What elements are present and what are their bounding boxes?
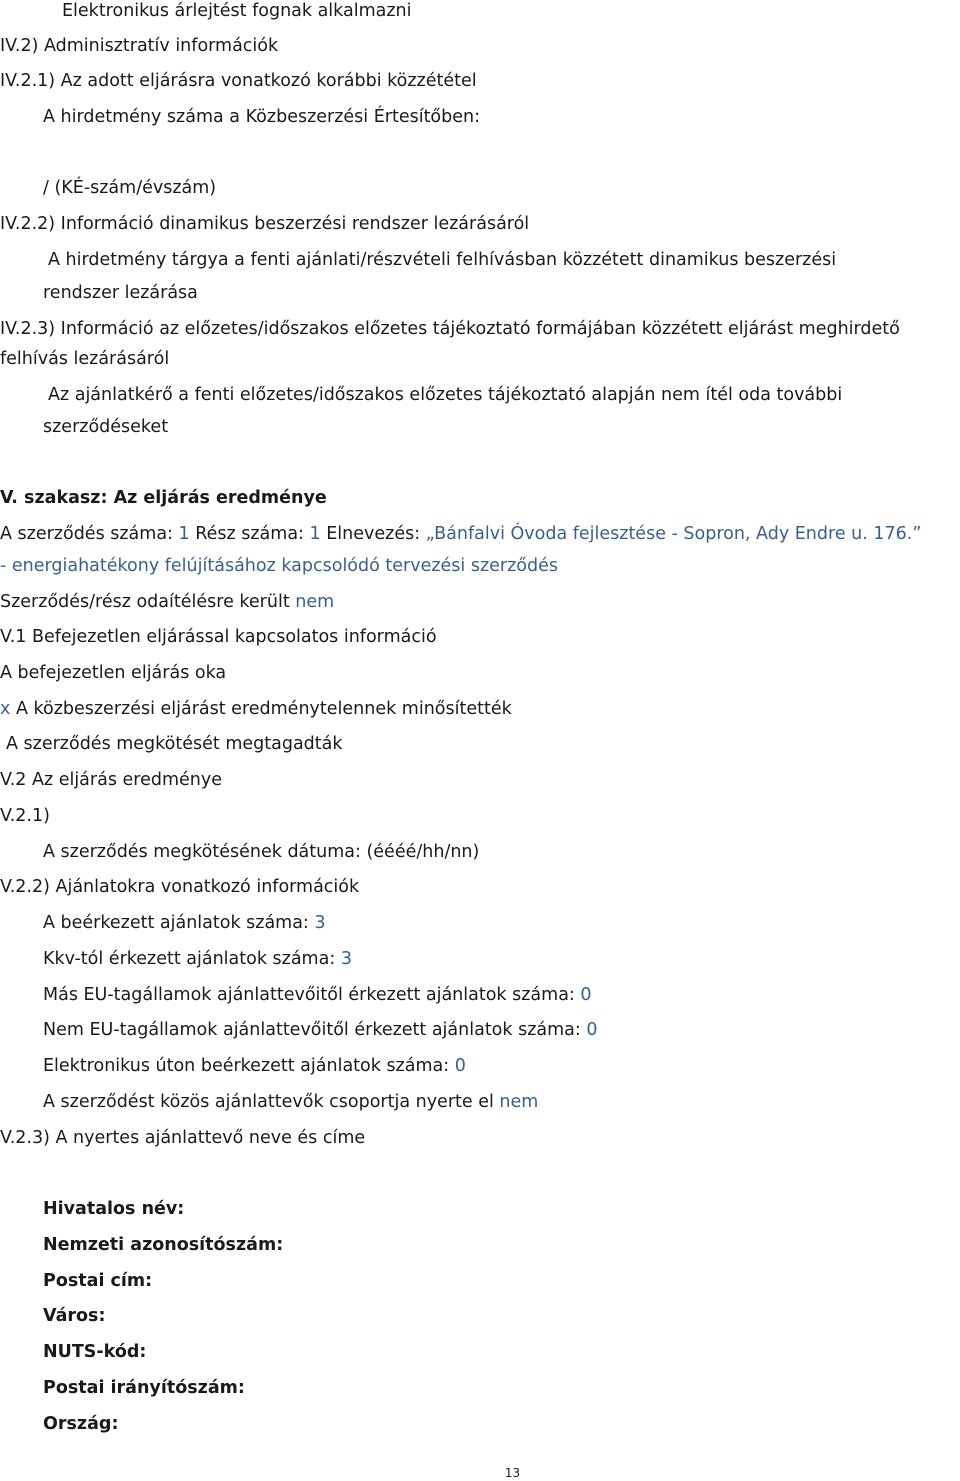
award-label: Szerződés/rész odaítélésre került — [0, 592, 290, 612]
joint-tender-line — [43, 1091, 538, 1113]
contract-number-value: 1 — [178, 524, 190, 544]
winner-field-postal-address: Postai cím: — [43, 1271, 153, 1291]
award-line — [0, 591, 334, 613]
winner-field-national-id: Nemzeti azonosítószám: — [43, 1235, 284, 1255]
tender-count-line — [43, 1019, 598, 1041]
text-line: Elektronikus árlejtést fognak alkalmazni — [62, 1, 412, 21]
tender-count-line — [43, 948, 352, 970]
section-heading: IV.2.2) Információ dinamikus beszerzési rendszer lezárásáról — [0, 214, 530, 234]
unfinished-reason: A közbeszerzési eljárást eredménytelennek minősítették — [15, 699, 512, 719]
contract-name-label: Elnevezés: — [326, 524, 421, 544]
part-number-label: Rész száma: — [195, 524, 304, 544]
award-value: nem — [295, 592, 335, 612]
section-heading: V.1 Befejezetlen eljárással kapcsolatos információ — [0, 627, 437, 647]
section-heading: IV.2.3) Információ az előzetes/időszakos előzetes tájékoztató formájában közzétett eljárást meghirdető — [0, 319, 900, 339]
section-heading: V.2.3) A nyertes ajánlattevő neve és címe — [0, 1128, 366, 1148]
section-title: V. szakasz: Az eljárás eredménye — [0, 488, 327, 508]
section-heading: V.2.1) — [0, 806, 50, 826]
section-heading: IV.2) Adminisztratív információk — [0, 36, 279, 56]
text-line: A befejezetlen eljárás oka — [0, 663, 227, 683]
page-number: 13 — [504, 1466, 521, 1480]
part-number-value: 1 — [309, 524, 321, 544]
tender-value: 3 — [340, 949, 352, 969]
tender-label: Kkv-tól érkezett ajánlatok száma: — [43, 949, 336, 969]
section-heading: IV.2.1) Az adott eljárásra vonatkozó korábbi közzététel — [0, 71, 477, 91]
winner-field-city: Város: — [43, 1306, 106, 1326]
text-line: A hirdetmény tárgya a fenti ajánlati/részvételi felhívásban közzétett dinamikus beszerzési — [48, 250, 837, 270]
contract-name-continuation: - energiahatékony felújításához kapcsolódó tervezési szerződés — [0, 556, 558, 576]
tender-value: 0 — [454, 1056, 466, 1076]
contract-number-label: A szerződés száma: — [0, 524, 173, 544]
text-line: A szerződés megkötésének dátuma: (éééé/hh/nn) — [43, 842, 480, 862]
winner-field-postal-code: Postai irányítószám: — [43, 1378, 245, 1398]
text-line: A szerződés megkötését megtagadták — [6, 734, 343, 754]
text-line: Az ajánlatkérő a fenti előzetes/időszakos előzetes tájékoztató alapján nem ítél oda további — [48, 385, 843, 405]
tender-count-line — [43, 912, 326, 934]
text-line: / (KÉ-szám/évszám) — [43, 178, 217, 198]
tender-value: 0 — [580, 985, 592, 1005]
section-heading: V.2 Az eljárás eredménye — [0, 770, 222, 790]
tender-count-line — [43, 1055, 466, 1077]
section-heading: V.2.2) Ajánlatokra vonatkozó információk — [0, 877, 360, 897]
contract-name-value: „Bánfalvi Óvoda fejlesztése - Sopron, Ady Endre u. 176.” — [425, 524, 922, 544]
winner-field-nuts-code: NUTS-kód: — [43, 1342, 147, 1362]
tender-value: nem — [499, 1092, 539, 1112]
winner-field-country: Ország: — [43, 1414, 119, 1434]
winner-field-official-name: Hivatalos név: — [43, 1199, 185, 1219]
tender-label: A szerződést közös ajánlattevők csoportja nyerte el — [43, 1092, 494, 1112]
tender-label: A beérkezett ajánlatok száma: — [43, 913, 309, 933]
text-line: felhívás lezárásáról — [0, 349, 170, 369]
tender-value: 3 — [314, 913, 326, 933]
tender-count-line — [43, 984, 592, 1006]
tender-label: Elektronikus úton beérkezett ajánlatok száma: — [43, 1056, 450, 1076]
text-line: A hirdetmény száma a Közbeszerzési Értesítőben: — [43, 107, 481, 127]
text-line: szerződéseket — [43, 417, 169, 437]
contract-line — [0, 523, 921, 545]
tender-label: Más EU-tagállamok ajánlattevőitől érkezett ajánlatok száma: — [43, 985, 575, 1005]
selected-mark: x — [0, 699, 11, 719]
tender-value: 0 — [586, 1020, 598, 1040]
tender-label: Nem EU-tagállamok ajánlattevőitől érkezett ajánlatok száma: — [43, 1020, 581, 1040]
unfinished-reason-line — [0, 698, 512, 720]
text-line: rendszer lezárása — [43, 283, 198, 303]
